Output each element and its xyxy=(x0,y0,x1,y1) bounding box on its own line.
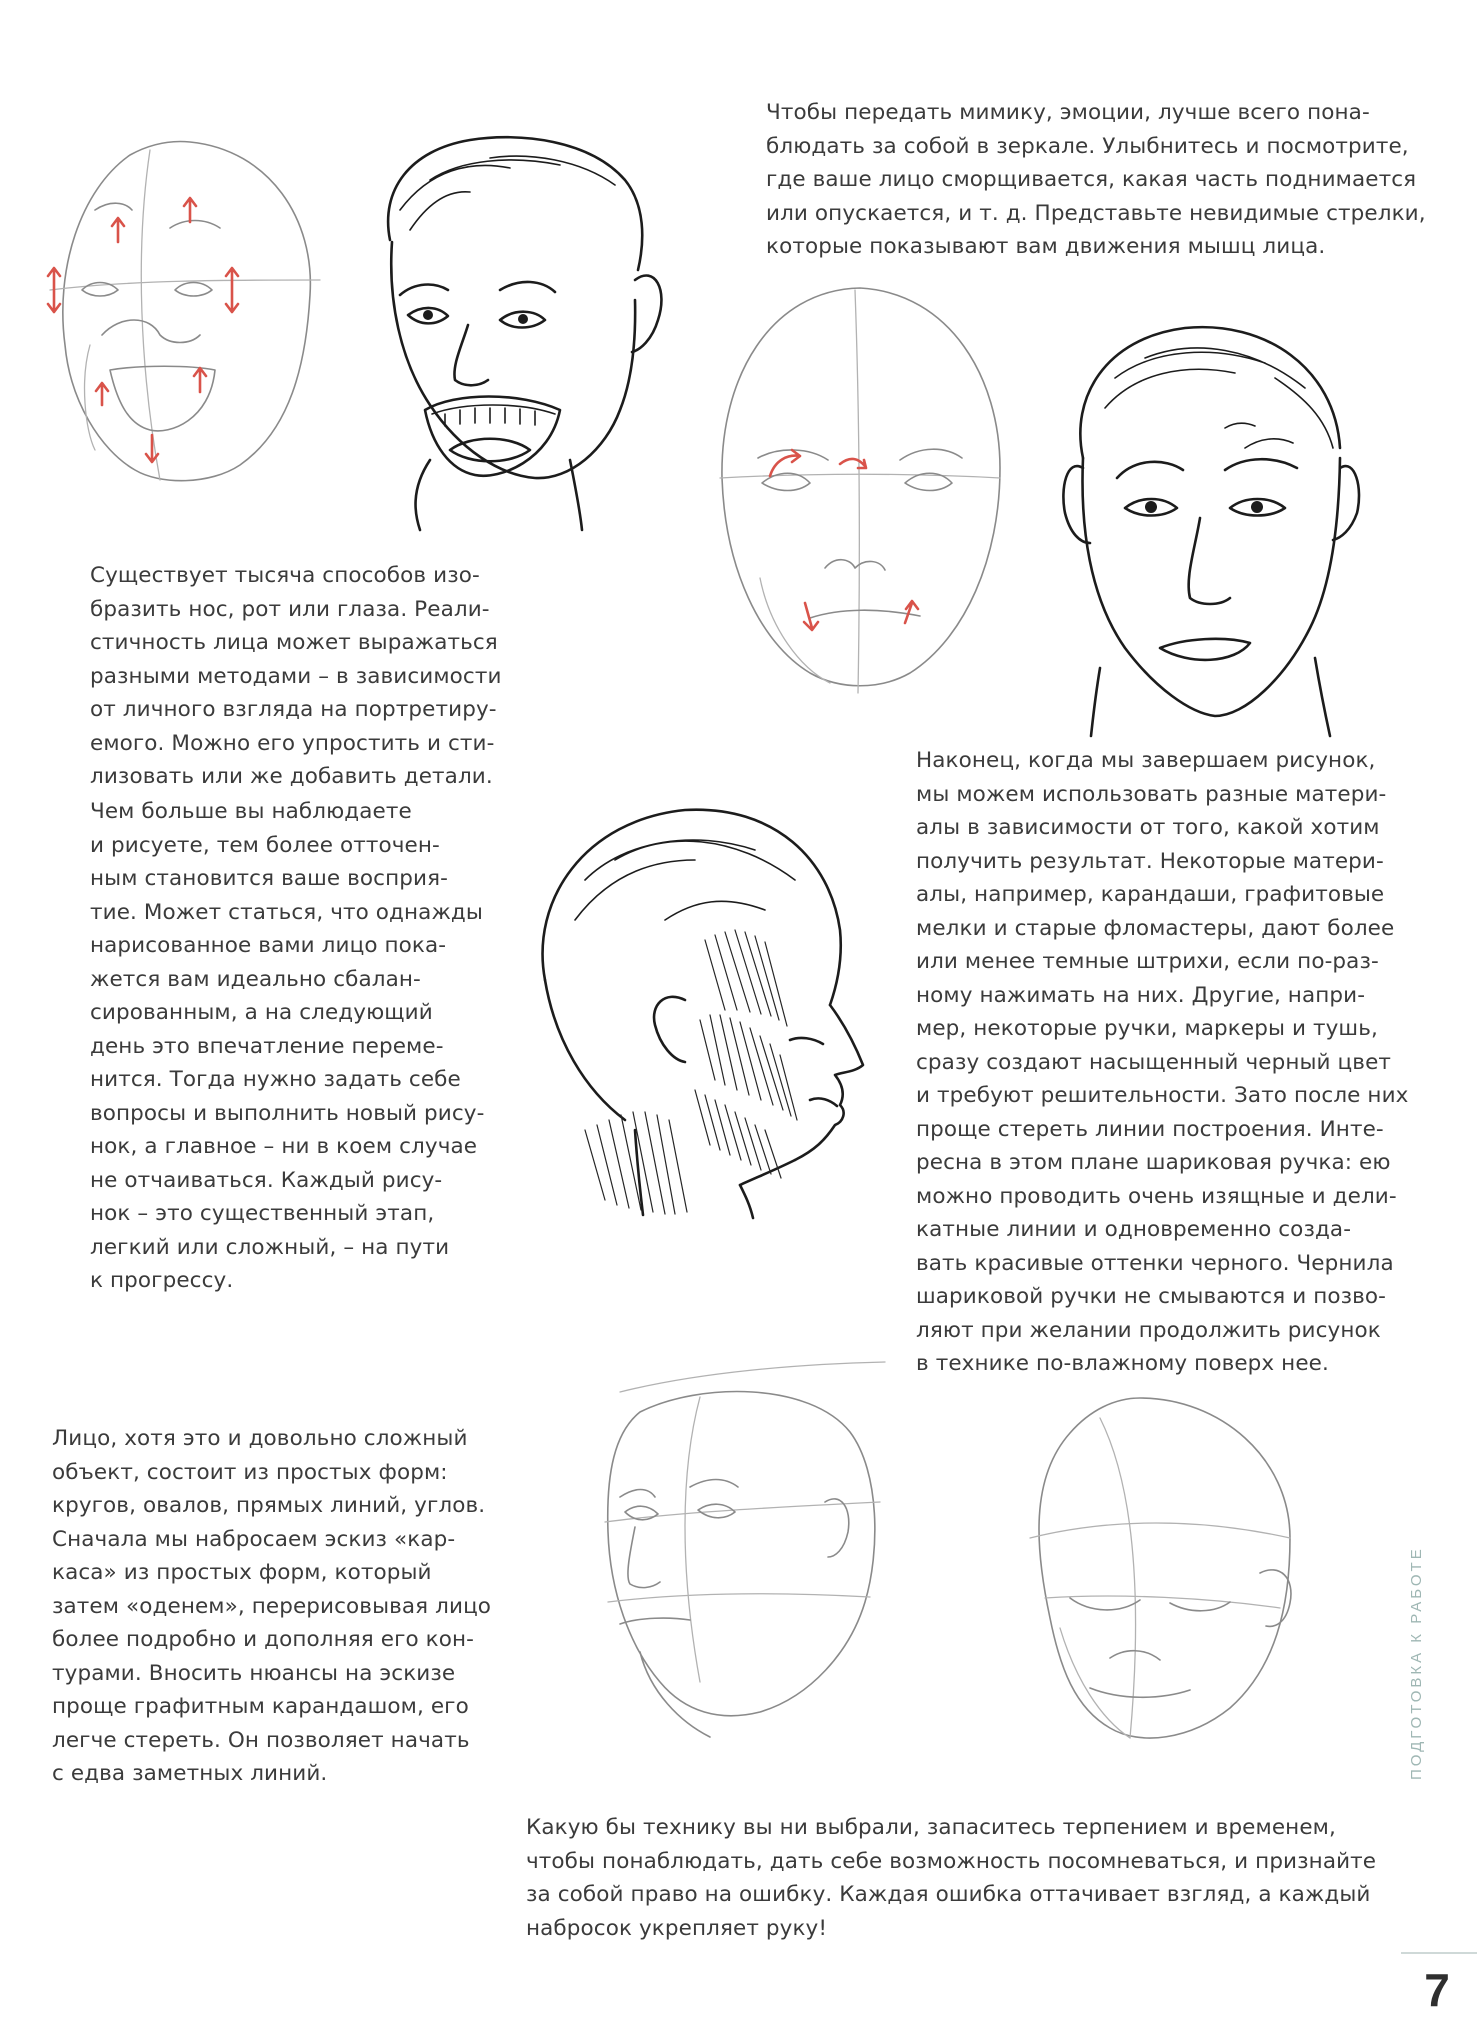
page-number-rule xyxy=(1401,1952,1477,1954)
line: ляют при желании продолжить рисунок xyxy=(916,1317,1381,1343)
line: объект, состоит из простых форм: xyxy=(52,1459,448,1485)
sketch-head-construction-2 xyxy=(990,1378,1310,1778)
line: набросок укрепляет руку! xyxy=(526,1915,828,1941)
line: алы, например, карандаши, графитовые xyxy=(916,882,1385,907)
line: бразить нос, рот или глаза. Реали- xyxy=(90,596,490,622)
line: тие. Может статься, что однажды xyxy=(90,899,483,925)
sketch-frowning-face-construction xyxy=(700,278,1020,698)
line: жется вам идеально сбалан- xyxy=(90,966,421,992)
line: Лицо, хотя это и довольно сложный xyxy=(52,1426,468,1451)
line: которые показывают вам движения мышц лица. xyxy=(766,234,1326,259)
line: и рисуете, тем более отточен- xyxy=(90,832,440,858)
eye-pupil xyxy=(423,310,433,320)
line: нок, а главное – ни в коем случае xyxy=(90,1134,478,1159)
line: мер, некоторые ручки, маркеры и тушь, xyxy=(916,1016,1378,1041)
line: легкий или сложный, – на пути xyxy=(90,1234,450,1260)
line: ным становится ваше восприя- xyxy=(90,866,448,891)
line: или менее темные штрихи, если по-раз- xyxy=(916,949,1379,974)
line: блюдать за собой в зеркале. Улыбнитесь и посмотрите, xyxy=(766,133,1409,159)
line: Существует тысяча способов изо- xyxy=(90,563,480,588)
line: день это впечатление переме- xyxy=(90,1033,444,1059)
line: нок – это существенный этап, xyxy=(90,1201,435,1226)
line: Наконец, когда мы завершаем рисунок, xyxy=(916,748,1376,773)
line: турами. Вносить нюансы на эскизе xyxy=(52,1660,456,1686)
line: емого. Можно его упростить и сти- xyxy=(90,730,495,756)
line: разными методами – в зависимости xyxy=(90,663,502,689)
line: нарисованное вами лицо пока- xyxy=(90,933,447,958)
line: за собой право на ошибку. Каждая ошибка оттачивает взгляд, а каждый xyxy=(526,1882,1371,1907)
line: или опускается, и т. д. Представьте невидимые стрелки, xyxy=(766,200,1426,226)
line: ресна в этом плане шариковая ручка: ею xyxy=(916,1150,1391,1175)
line: к прогрессу. xyxy=(90,1268,234,1293)
line: проще стереть линии построения. Инте- xyxy=(916,1116,1384,1142)
line: нится. Тогда нужно задать себе xyxy=(90,1067,461,1092)
line: легче стереть. Он позволяет начать xyxy=(52,1727,470,1753)
line: затем «оденем», перерисовывая лицо xyxy=(52,1593,492,1619)
line: ному нажимать на них. Другие, напри- xyxy=(916,982,1366,1008)
line: вать красивые оттенки черного. Чернила xyxy=(916,1250,1394,1276)
line: можно проводить очень изящные и дели- xyxy=(916,1183,1397,1209)
line: проще графитным карандашом, его xyxy=(52,1694,469,1719)
line: Сначала мы набросаем эскиз «кар- xyxy=(52,1526,456,1552)
section-label: ПОДГОТОВКА К РАБОТЕ xyxy=(1408,1546,1425,1780)
eye-pupil xyxy=(518,314,528,324)
sketch-head-construction-1 xyxy=(580,1352,910,1742)
line: с едва заметных линий. xyxy=(52,1761,328,1786)
line: Чтобы передать мимику, эмоции, лучше всего пона- xyxy=(766,100,1370,125)
line: алы в зависимости от того, какой хотим xyxy=(916,815,1380,840)
line: более подробно и дополняя его кон- xyxy=(52,1627,475,1652)
drawing-serious-man xyxy=(1045,318,1365,738)
line: получить результат. Некоторые матери- xyxy=(916,848,1384,874)
line: сированным, а на следующий xyxy=(90,1000,433,1025)
line: чтобы понаблюдать, дать себе возможность посомневаться, и признайте xyxy=(526,1848,1377,1874)
line: шариковой ручки не смываются и позво- xyxy=(916,1284,1387,1309)
line: кругов, овалов, прямых линий, углов. xyxy=(52,1493,486,1518)
paragraph-ways xyxy=(90,559,530,794)
line: каса» из простых форм, который xyxy=(52,1560,432,1585)
line: и требуют решительности. Зато после них xyxy=(916,1083,1409,1108)
line: Какую бы технику вы ни выбрали, запаситесь терпением и временем, xyxy=(526,1815,1336,1840)
line: мелки и старые фломастеры, дают более xyxy=(916,915,1395,941)
line: где ваше лицо сморщивается, какая часть поднимается xyxy=(766,167,1417,192)
page-number: 7 xyxy=(1424,1964,1450,2016)
drawing-profile-hatched xyxy=(525,800,905,1220)
line: в технике по-влажному поверх нее. xyxy=(916,1351,1329,1376)
paragraph-mimicry xyxy=(766,96,1426,264)
line: лизовать или же добавить детали. xyxy=(90,764,493,789)
sketch-laughing-face-construction xyxy=(40,130,340,500)
eye-pupil xyxy=(1251,501,1263,513)
line: сразу создают насыщенный черный цвет xyxy=(916,1049,1392,1075)
line: вопросы и выполнить новый рису- xyxy=(90,1100,485,1126)
paragraph-materials xyxy=(916,744,1416,1381)
paragraph-patience xyxy=(526,1811,1426,1945)
line: не отчаиваться. Каждый рису- xyxy=(90,1167,443,1193)
line: Чем больше вы наблюдаете xyxy=(90,799,412,824)
line: от личного взгляда на портретиру- xyxy=(90,697,497,722)
paragraph-observe xyxy=(90,795,530,1298)
line: катные линии и одновременно созда- xyxy=(916,1217,1352,1242)
line: стичность лица может выражаться xyxy=(90,630,498,655)
line: мы можем использовать разные матери- xyxy=(916,781,1387,807)
drawing-laughing-man xyxy=(370,130,670,530)
eye-pupil xyxy=(1145,501,1157,513)
paragraph-shapes xyxy=(52,1422,512,1791)
